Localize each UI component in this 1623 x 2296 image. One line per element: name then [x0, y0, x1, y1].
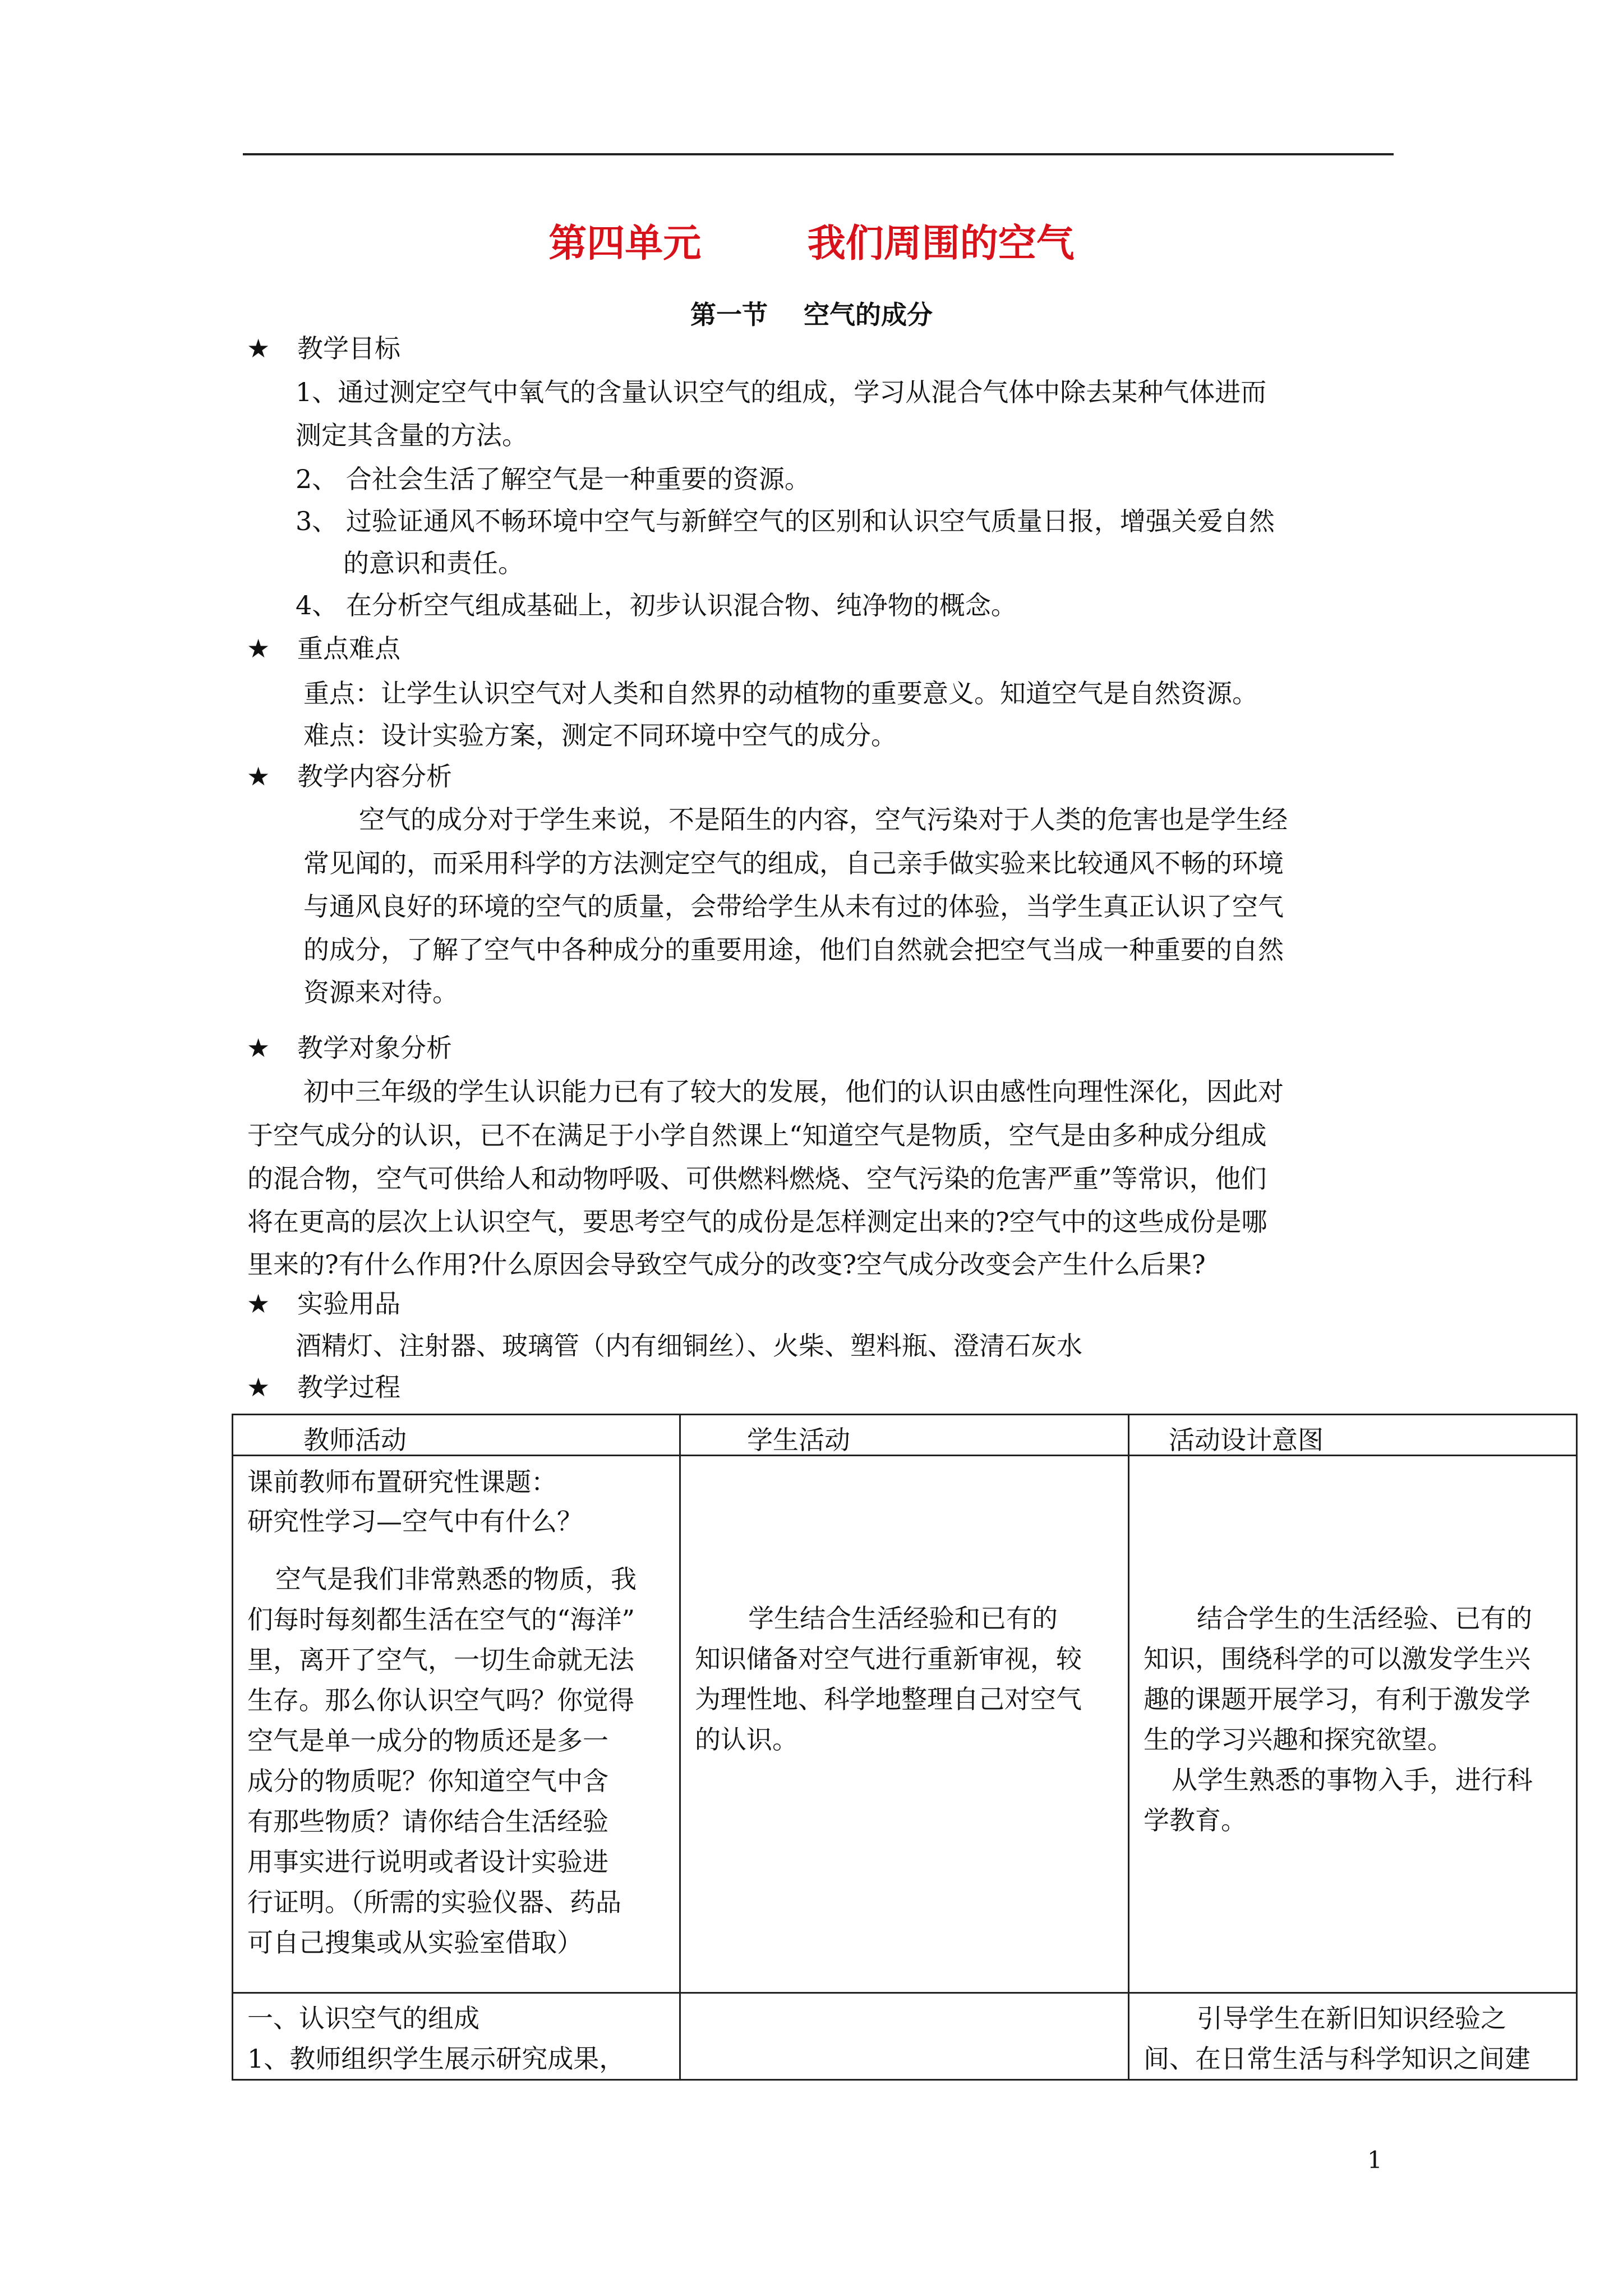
table-header-cell: 学生活动 — [680, 1415, 1129, 1456]
table-header-cell: 教师活动 — [233, 1415, 680, 1456]
star-icon: ★ — [247, 761, 270, 792]
student-analysis-line: 的混合物，空气可供给人和动物呼吸、可供燃料燃烧、空气污染的危害严重”等常识，他们 — [247, 1163, 1267, 1194]
table-row — [233, 1456, 1577, 1993]
design-intent-cell: 引导学生在新旧知识经验之 间、在日常生活与科学知识之间建 — [1129, 1993, 1577, 2080]
key-points-line: 重点：让学生认识空气对人类和自然界的动植物的重要意义。知道空气是自然资源。 — [303, 678, 1258, 708]
supplies-line: 酒精灯、注射器、玻璃管（内有细铜丝）、火柴、塑料瓶、澄清石灰水 — [296, 1331, 1082, 1361]
star-icon: ★ — [247, 1289, 270, 1319]
content-analysis-line: 资源来对待。 — [303, 977, 458, 1007]
star-icon: ★ — [247, 1372, 270, 1402]
star-icon: ★ — [247, 333, 270, 364]
goals-line: 的意识和责任。 — [343, 548, 524, 578]
content-analysis-line: 与通风良好的环境的空气的质量，会带给学生从未有过的体验，当学生真正认识了空气 — [303, 891, 1284, 922]
goals-line: 2、 合社会生活了解空气是一种重要的资源。 — [296, 464, 810, 494]
student-analysis-line: 于空气成分的认识，已不在满足于小学自然课上“知道空气是物质，空气是由多种成分组成 — [247, 1120, 1267, 1151]
student-analysis-line: 将在更高的层次上认识空气，要思考空气的成份是怎样测定出来的?空气中的这些成份是哪 — [247, 1207, 1267, 1237]
content-analysis-line: 的成分，了解了空气中各种成分的重要用途，他们自然就会把空气当成一种重要的自然 — [303, 935, 1284, 965]
heading-supplies: ★ 实验用品 — [247, 1289, 400, 1319]
page-title: 第四单元 我们周围的空气 — [548, 222, 1075, 266]
table-header-cell: 活动设计意图 — [1129, 1415, 1577, 1456]
content-analysis-line: 空气的成分对于学生来说，不是陌生的内容，空气污染对于人类的危害也是学生经 — [359, 804, 1288, 835]
student-analysis-line: 初中三年级的学生认识能力已有了较大的发展，他们的认识由感性向理性深化，因此对 — [303, 1076, 1284, 1107]
key-points-line: 难点：设计实验方案，测定不同环境中空气的成分。 — [303, 720, 897, 751]
design-intent-cell: 结合学生的生活经验、已有的 知识，围绕科学的可以激发学生兴 趣的课题开展学习，有利于激发学 生的学习兴趣和探究欲望。 从学生熟悉的事物入手，进行科 学教育。 — [1129, 1456, 1577, 1993]
student-activity-cell — [680, 1993, 1129, 2080]
section-title: 第一节 空气的成分 — [690, 300, 933, 330]
process-table — [232, 1414, 1578, 2081]
table-row — [233, 1993, 1577, 2080]
teacher-activity-cell: 课前教师布置研究性课题： 研究性学习—空气中有什么？ 空气是我们非常熟悉的物质，我 们每时每刻都生活在空气的“海洋” 里，离开了空气，一切生命就无法 生存。那么你认识空气吗？你觉得 空气是单一成分的物质还是多一 成分的物质呢？你知道空气中含 有那些物质？请你结合生活经验 用事实进行说明或者设计实验进 行证明。（所需的实验仪器、药品 可自己搜集或从实验室借取） — [233, 1456, 680, 1993]
content-analysis-line: 常见闻的，而采用科学的方法测定空气的组成，自己亲手做实验来比较通风不畅的环境 — [303, 848, 1284, 878]
table-header-row — [233, 1415, 1577, 1456]
heading-goals: ★ 教学目标 — [247, 333, 400, 364]
star-icon: ★ — [247, 633, 270, 664]
heading-process: ★ 教学过程 — [247, 1372, 400, 1402]
goals-line: 1、通过测定空气中氧气的含量认识空气的组成，学习从混合气体中除去某种气体进而 — [296, 377, 1267, 407]
goals-line: 测定其含量的方法。 — [296, 420, 528, 450]
teacher-activity-cell: 一、认识空气的组成 1、教师组织学生展示研究成果， — [233, 1993, 680, 2080]
page-number: 1 — [1367, 2146, 1382, 2174]
student-analysis-line: 里来的?有什么作用?什么原因会导致空气成分的改变?空气成分改变会产生什么后果? — [247, 1249, 1206, 1280]
star-icon: ★ — [247, 1033, 270, 1063]
heading-content-analysis: ★ 教学内容分析 — [247, 761, 452, 792]
student-activity-cell: 学生结合生活经验和已有的 知识储备对空气进行重新审视，较 为理性地、科学地整理自己对空气 的认识。 — [680, 1456, 1129, 1993]
heading-key-points: ★ 重点难点 — [247, 633, 400, 664]
goals-line: 4、 在分析空气组成基础上，初步认识混合物、纯净物的概念。 — [296, 590, 1017, 620]
goals-line: 3、 过验证通风不畅环境中空气与新鲜空气的区别和认识空气质量日报，增强关爱自然 — [296, 506, 1275, 536]
top-rule — [243, 153, 1394, 155]
heading-student-analysis: ★ 教学对象分析 — [247, 1033, 452, 1063]
